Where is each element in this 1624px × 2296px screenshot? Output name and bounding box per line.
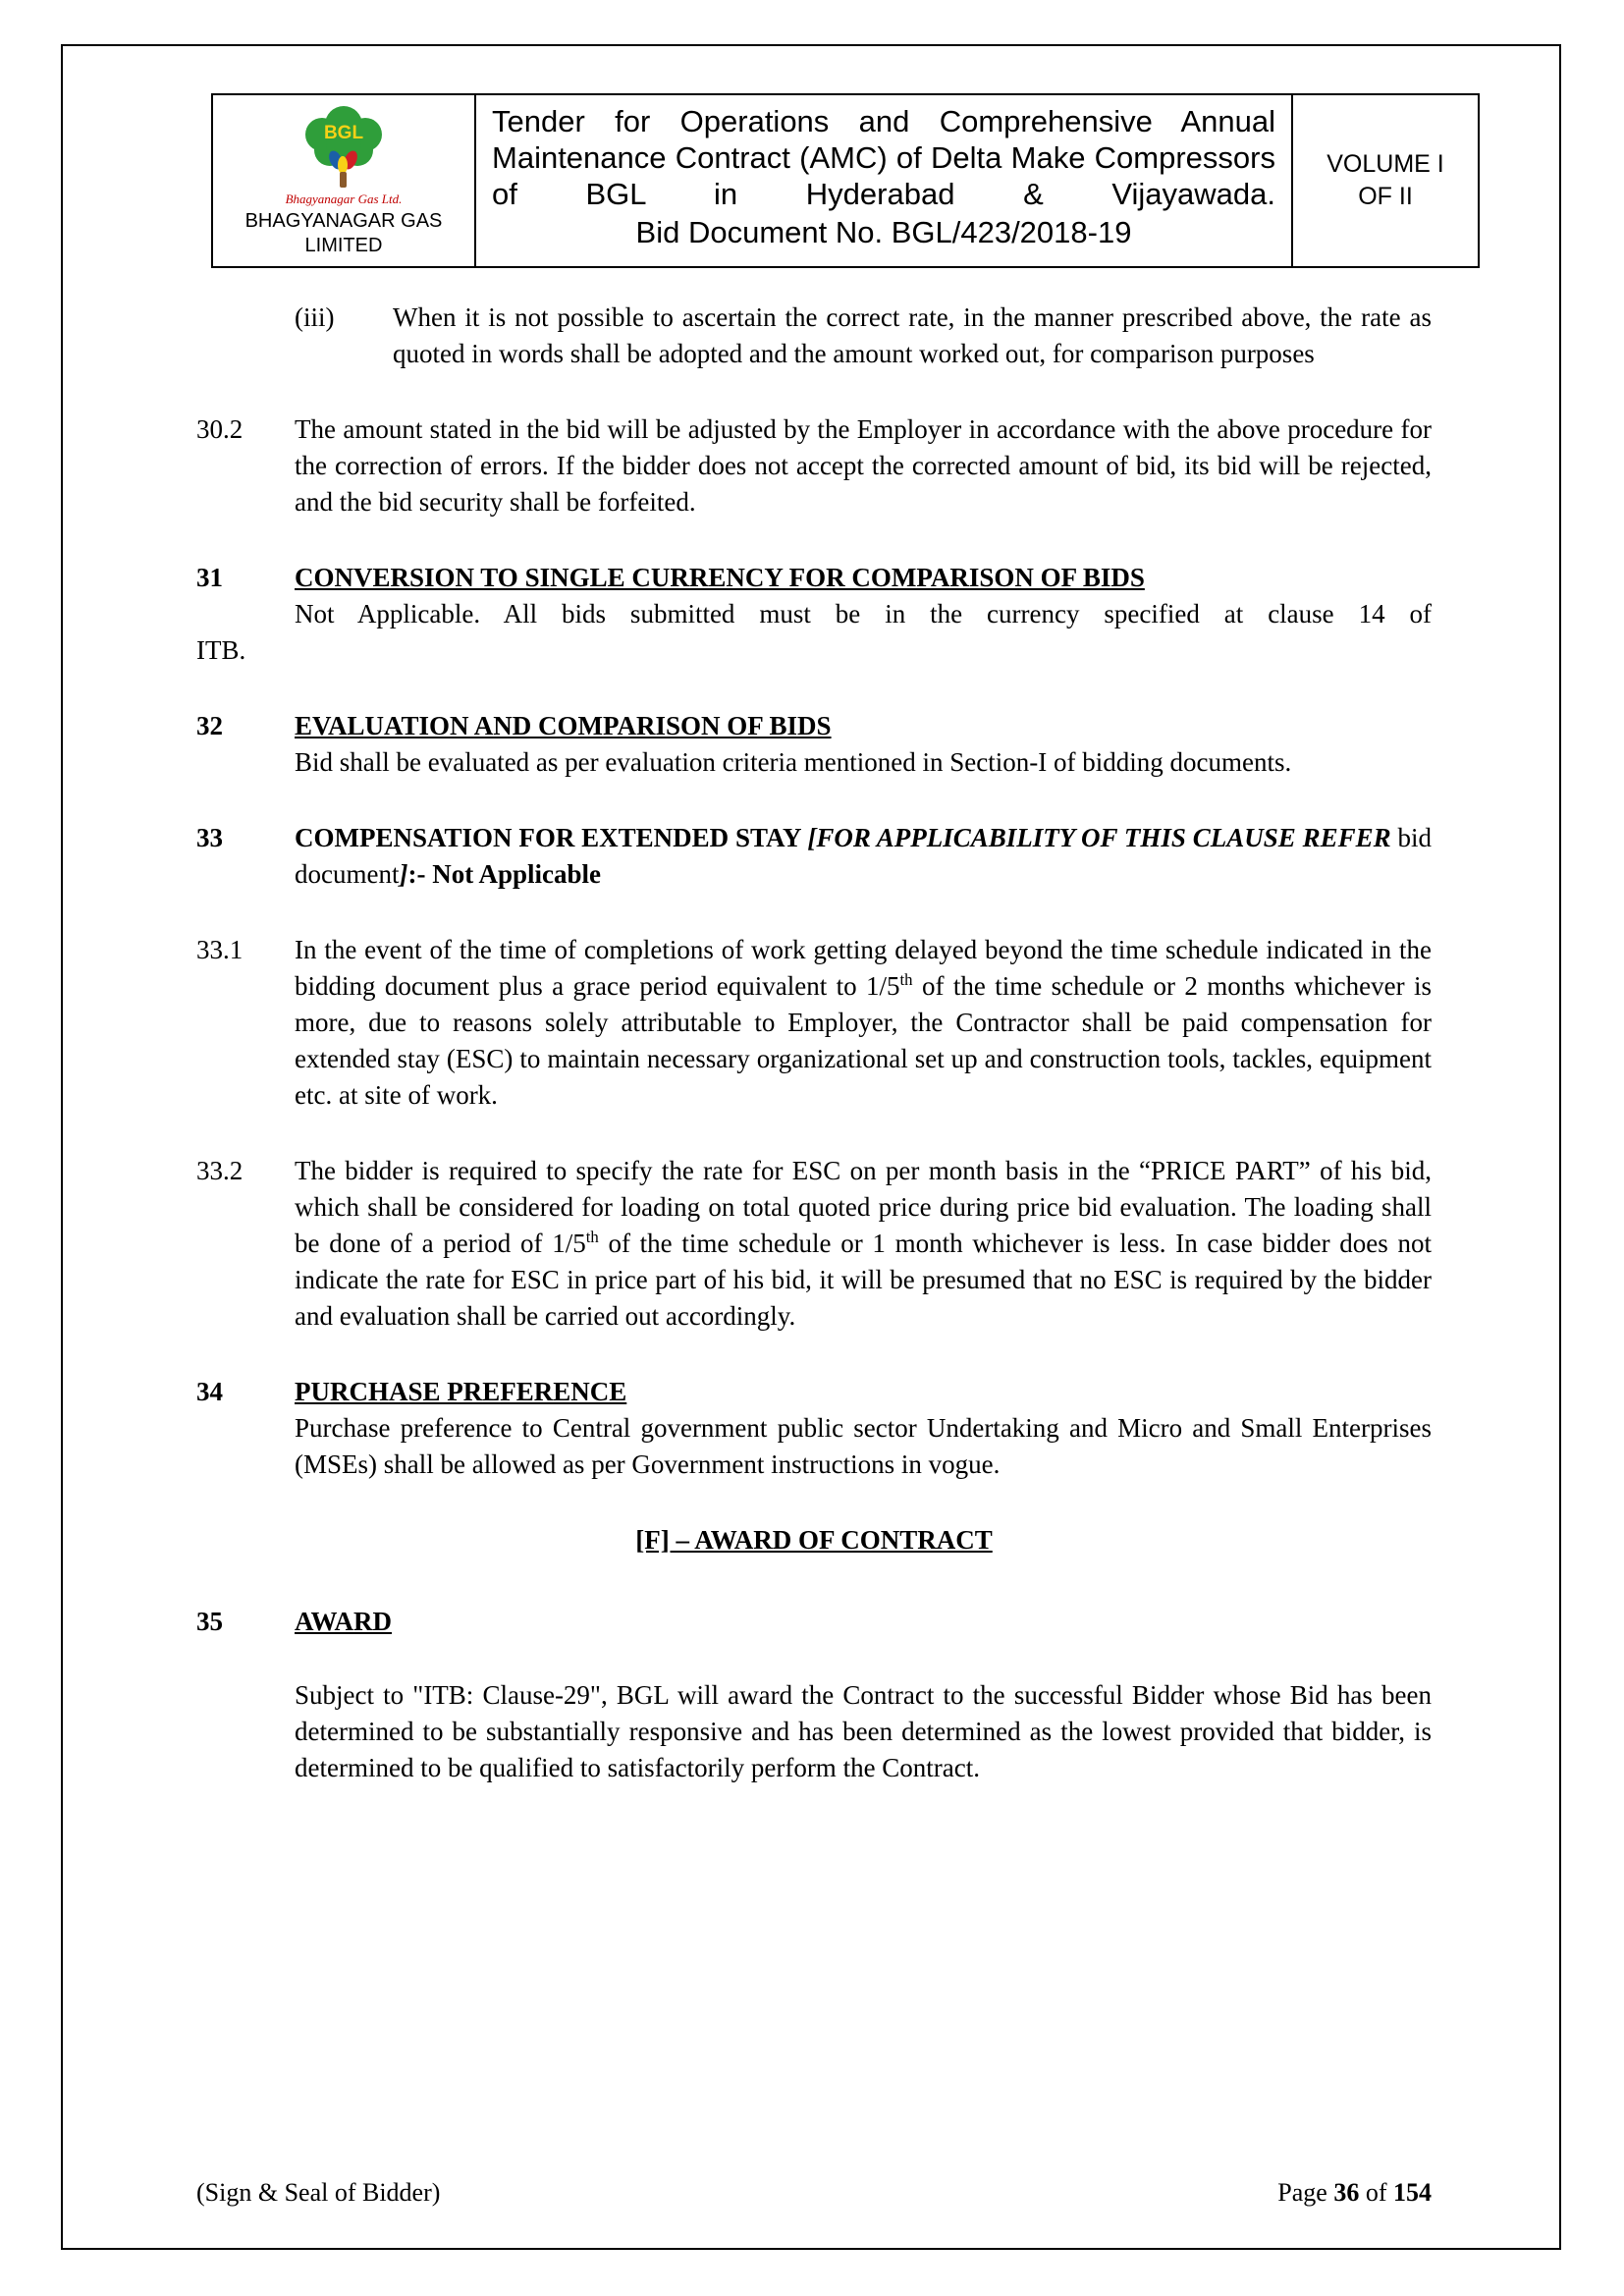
clause-33-1-text-part1: In the event of the time of completions of work getting delayed beyond the time schedule indicated in the bidding document plus a grace period equivalent to 1/5 xyxy=(295,935,1432,1001)
tender-title: Tender for Operations and Comprehensive Annual Maintenance Contract (AMC) of Delta Make Compressors of BGL in Hyderabad & Vijayawada. xyxy=(492,104,1275,211)
clause-33-2-text-part2: of the time schedule or 1 month whichever is less. In case bidder does not indicate the rate for ESC in price part of his bid, it will be presumed that no ESC is required by the bidder and evaluation shall be carried out accordingly. xyxy=(295,1229,1432,1331)
clause-33-2-number: 33.2 xyxy=(196,1156,244,1185)
clause-35-body-spacer xyxy=(196,1677,295,1786)
clause-33-1-number: 33.1 xyxy=(196,935,244,964)
clause-31-heading: CONVERSION TO SINGLE CURRENCY FOR COMPARISON OF BIDS xyxy=(295,563,1145,592)
bgl-logo xyxy=(289,103,399,191)
clause-33-2-text-part1: The bidder is required to specify the rate for ESC on per month basis in the “PRICE PART” of his bid, which shall be considered for loading on total quoted price during price bid evaluation. The loading shall be done of a period of 1/5 xyxy=(295,1156,1432,1258)
company-name-line1: BHAGYANAGAR GAS xyxy=(244,210,443,232)
clause-33-heading-part1: COMPENSATION FOR EXTENDED STAY xyxy=(295,823,808,852)
clause-33-heading xyxy=(295,820,1432,893)
clause-iii-number: (iii) xyxy=(295,302,335,332)
clause-33-number: 33 xyxy=(196,823,223,852)
clause-32-row xyxy=(196,708,1432,781)
page-label: Page xyxy=(1277,2178,1327,2207)
clause-35-body: Subject to "ITB: Clause-29", BGL will award the Contract to the successful Bidder whose Bid has been determined to be substantially responsive and has been determined as the lowest provided that bidder, is determined to be qualified to satisfactorily perform the Contract. xyxy=(295,1680,1432,1782)
page-footer xyxy=(196,2177,1432,2209)
page-border xyxy=(61,44,1561,2250)
award-of-contract-heading-text: [F] – AWARD OF CONTRACT xyxy=(635,1525,993,1555)
clause-33-1-text xyxy=(295,932,1432,1114)
clause-34-number: 34 xyxy=(196,1377,223,1406)
clause-33-heading-part3: bid document xyxy=(295,823,1432,889)
clause-30-2-number: 30.2 xyxy=(196,414,244,444)
header-volume-cell xyxy=(1291,95,1478,266)
clause-34-row xyxy=(196,1374,1432,1483)
clause-35-heading-wrap xyxy=(295,1604,1432,1640)
header-title-cell xyxy=(474,95,1291,266)
clause-35-body-row xyxy=(196,1677,1432,1786)
clause-33-2-superscript: th xyxy=(585,1228,599,1246)
volume-line2: OF II xyxy=(1358,183,1413,210)
clause-34-text xyxy=(295,1374,1432,1483)
clause-33-heading-part5: :- Not Applicable xyxy=(407,859,601,889)
logo-subtext: Bhagyanagar Gas Ltd. xyxy=(285,191,403,206)
document-body xyxy=(196,300,1432,1786)
company-name-line2: LIMITED xyxy=(304,235,383,256)
clause-33-2-row xyxy=(196,1153,1432,1335)
clause-35-heading: AWARD xyxy=(295,1607,393,1636)
clause-34-body: Purchase preference to Central government public sector Undertaking and Micro and Small Enterprises (MSEs) shall be allowed as per Government instructions in vogue. xyxy=(295,1413,1432,1479)
logo-letters: BGL xyxy=(323,123,364,143)
document-header xyxy=(211,93,1480,268)
clause-34-heading: PURCHASE PREFERENCE xyxy=(295,1377,627,1406)
clause-33-2-text xyxy=(295,1153,1432,1335)
award-of-contract-section-heading xyxy=(196,1522,1432,1558)
volume-line1: VOLUME I xyxy=(1326,150,1444,178)
clause-35-number: 35 xyxy=(196,1607,223,1636)
header-logo-cell xyxy=(213,95,474,266)
clause-31-row xyxy=(196,560,1432,632)
clause-33-heading-part4: ] xyxy=(399,859,408,889)
clause-30-2-text: The amount stated in the bid will be adjusted by the Employer in accordance with the above procedure for the correction of errors. If the bidder does not accept the corrected amount of bid, its bid will be rejected, and the bid security shall be forfeited. xyxy=(295,414,1432,517)
company-name xyxy=(245,209,443,258)
page-total-value: 154 xyxy=(1393,2178,1432,2207)
clause-33-1-text-part2: of the time schedule or 2 months whichever is more, due to reasons solely attributable to Employer, the Contractor shall be paid compensation for extended stay (ESC) to maintain necessary organizational set up and construction tools, tackles, equipment etc. at site of work. xyxy=(295,971,1432,1110)
clause-32-number: 32 xyxy=(196,711,223,740)
clause-33-row xyxy=(196,820,1432,893)
clause-30-2-row xyxy=(196,411,1432,520)
clause-iii-row xyxy=(196,300,1432,372)
clause-31-text xyxy=(295,560,1432,632)
page-of-label: of xyxy=(1365,2178,1387,2207)
clause-iii-text: When it is not possible to ascertain the correct rate, in the manner prescribed above, the rate as quoted in words shall be adopted and the amount worked out, for comparison purposes xyxy=(393,302,1432,368)
clause-32-text xyxy=(295,708,1432,781)
page-number-value: 36 xyxy=(1333,2178,1360,2207)
sign-seal-note: (Sign & Seal of Bidder) xyxy=(196,2178,441,2207)
clause-31-body: Not Applicable. All bids submitted must be in the currency specified at clause 14 of xyxy=(295,599,1432,629)
clause-32-heading: EVALUATION AND COMPARISON OF BIDS xyxy=(295,711,832,740)
page-number xyxy=(1277,2177,1432,2209)
clause-33-1-superscript: th xyxy=(899,970,913,989)
clause-33-1-row xyxy=(196,932,1432,1114)
clause-31-itb-line: ITB. xyxy=(196,635,246,665)
clause-31-number: 31 xyxy=(196,563,223,592)
clause-32-body: Bid shall be evaluated as per evaluation criteria mentioned in Section-I of bidding documents. xyxy=(295,747,1292,777)
clause-33-heading-part2: [FOR APPLICABILITY OF THIS CLAUSE REFER xyxy=(807,823,1398,852)
clause-35-row xyxy=(196,1604,1432,1640)
bid-document-number: Bid Document No. BGL/423/2018-19 xyxy=(635,215,1132,249)
